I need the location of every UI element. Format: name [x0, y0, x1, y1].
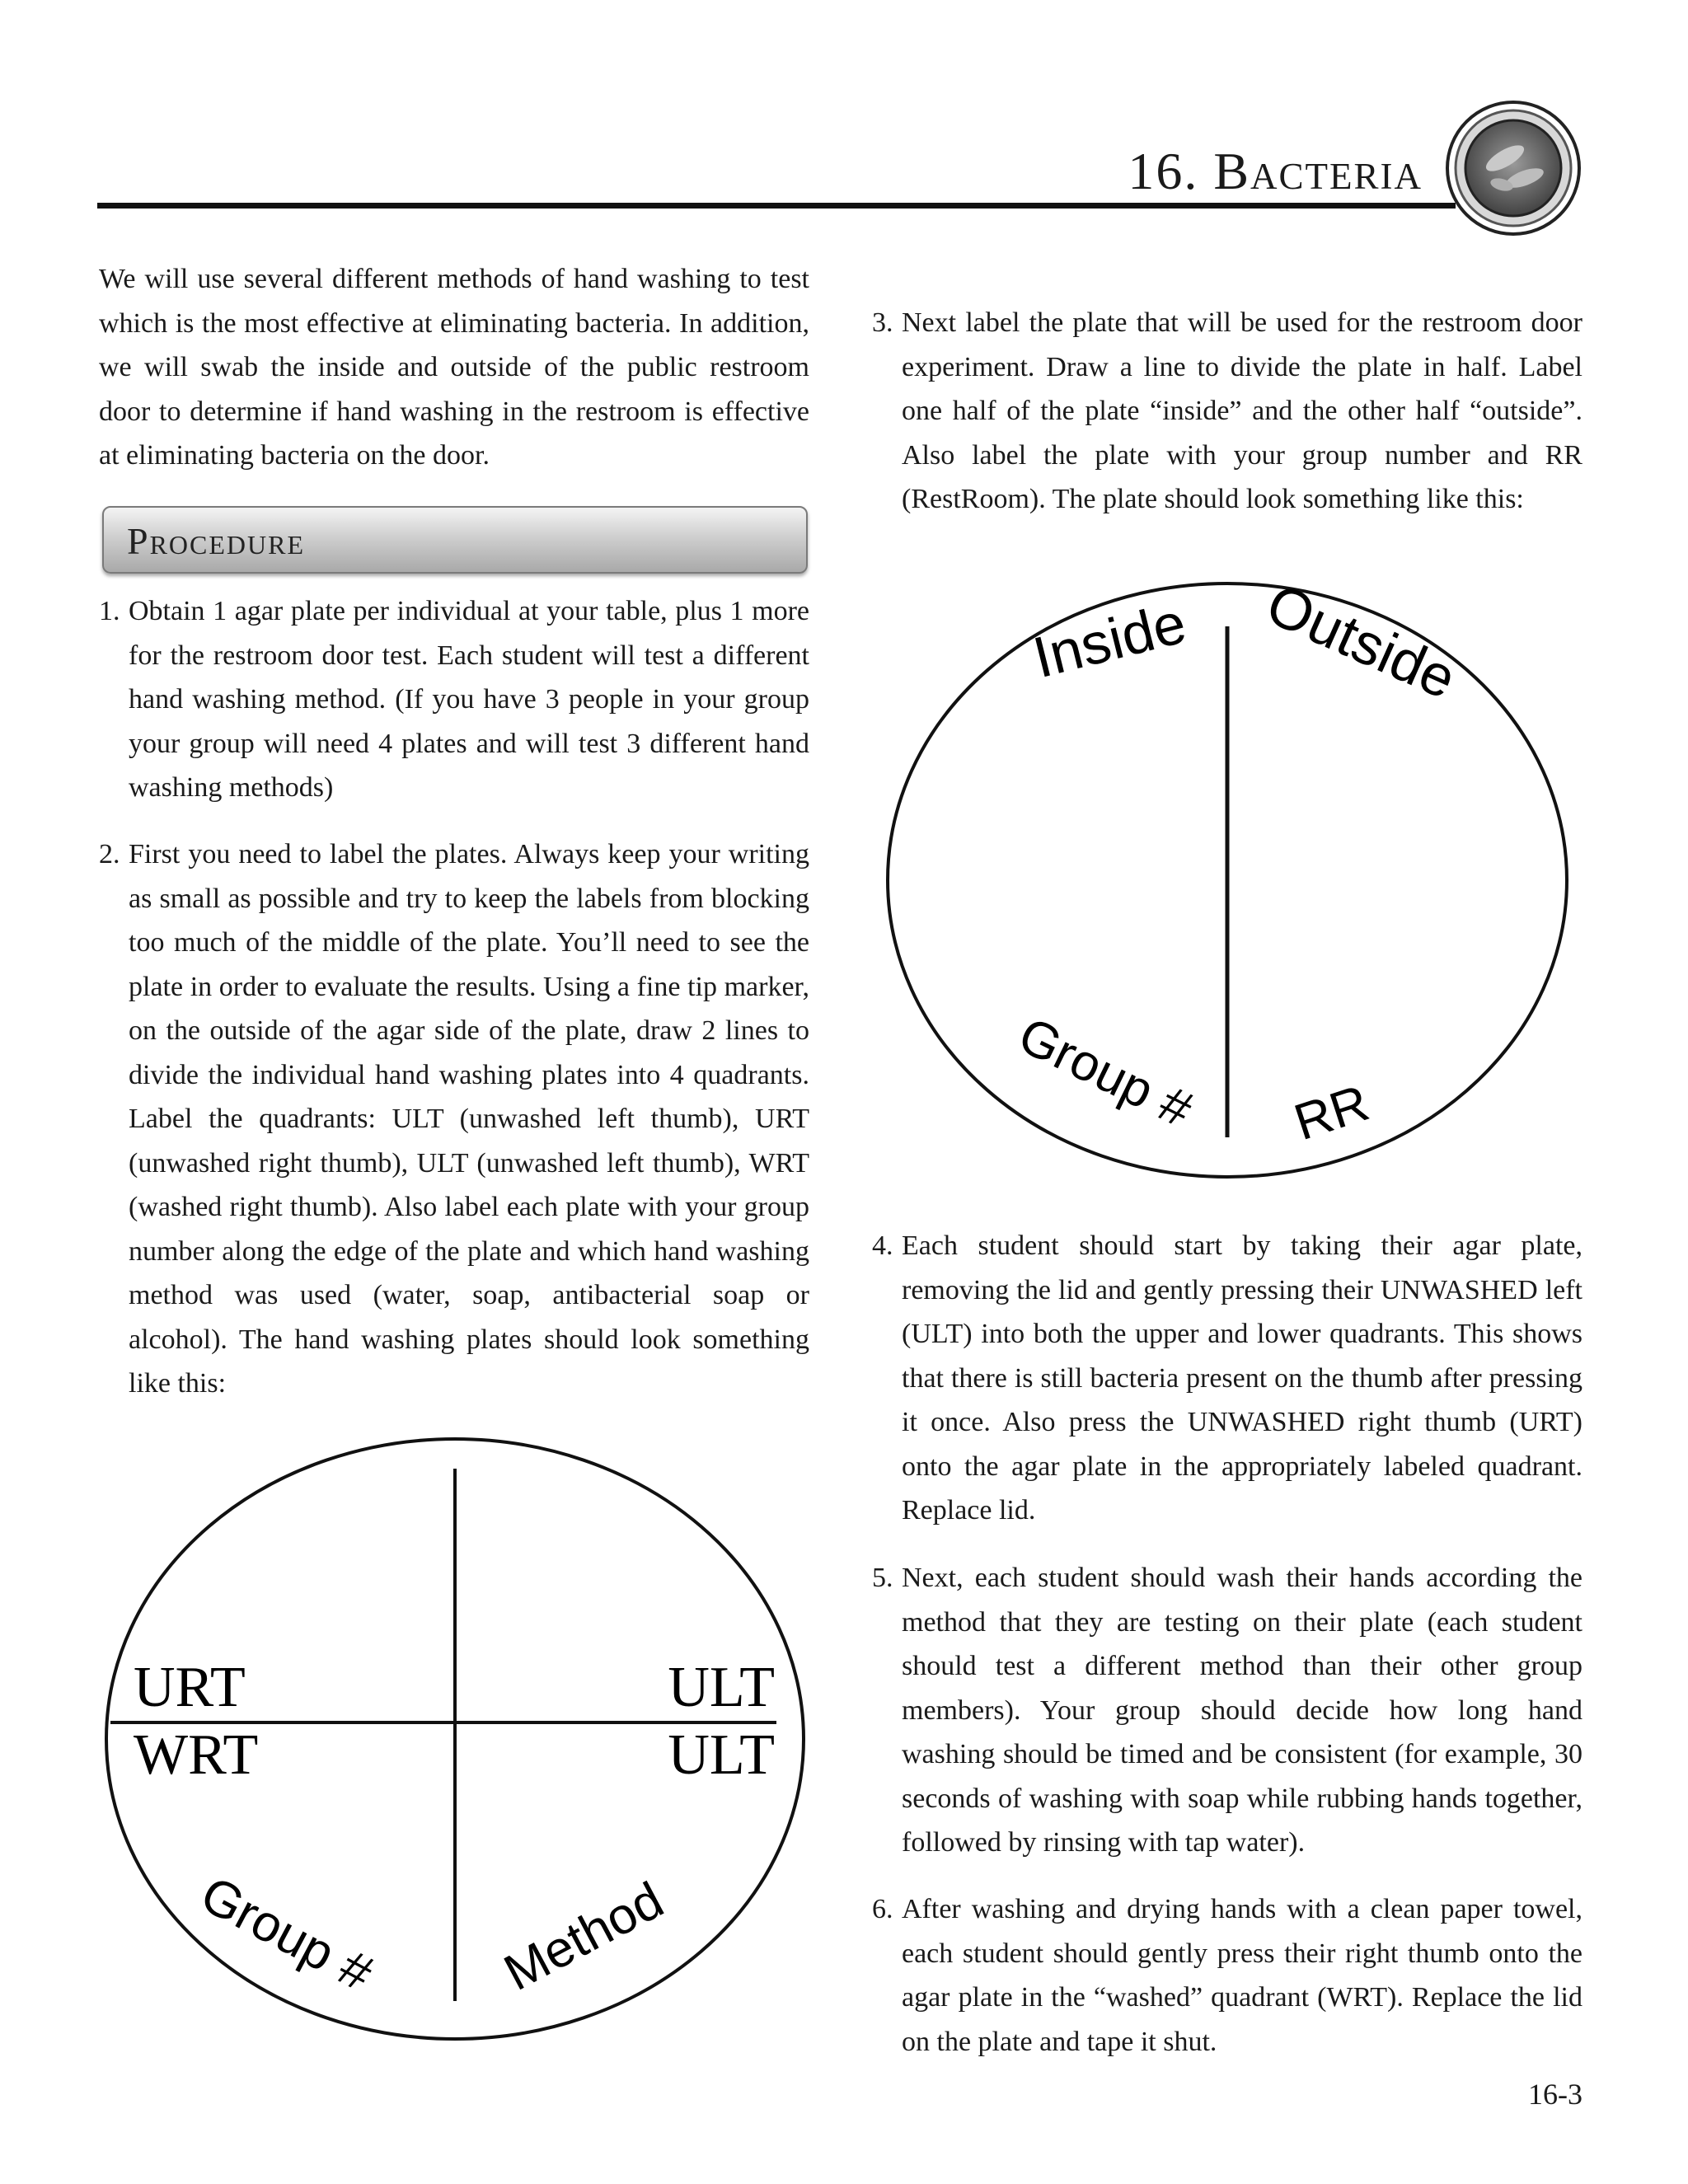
procedure-heading-bar: [102, 506, 808, 574]
label-method: Method: [495, 1871, 673, 2002]
step-number: 6.: [872, 1894, 893, 1924]
step-2: [99, 832, 809, 1406]
header-rule: [97, 203, 1456, 209]
list-item: [872, 301, 1582, 522]
list-item: [99, 589, 809, 810]
step-number: 2.: [99, 839, 120, 869]
intro-paragraph: We will use several different methods of hand washing to test which is the most effective at eliminating bacteria. In addition, we will swab the inside and outside of the public restroom door to determine if hand washing in the restroom is effective at eliminating bacteria on the door.: [99, 264, 809, 471]
list-item: [872, 1224, 1582, 1533]
handwash-plate-diagram: [97, 1426, 809, 2060]
list-item: [872, 1887, 1582, 2064]
bacteria-badge-icon: [1444, 99, 1582, 237]
step-5: [872, 1556, 1582, 1865]
step-text: Each student should start by taking their agar plate, removing the lid and gently pressing their UNWASHED left (ULT) into both the upper and lower quadrants. This shows that there is still bacteria present on the thumb after pressing it once. Also press the UNWASHED right thumb (URT) onto the agar plate in the appropriately labeled quadrant. Replace lid.: [902, 1230, 1582, 1526]
step-text: Obtain 1 agar plate per individual at your table, plus 1 more for the restroom door test. Each student will test a different hand washing method. (If you have 3 people in your group your group will need 4 plates and will test 3 different hand washing methods): [129, 596, 809, 803]
list-item: [99, 832, 809, 1406]
step-6: [872, 1887, 1582, 2064]
label-rr: RR: [1287, 1074, 1376, 1152]
list-item: [872, 1556, 1582, 1865]
chapter-title: 16. Bacteria: [1128, 142, 1423, 200]
step-text: First you need to label the plates. Always keep your writing as small as possible and try to keep the labels from blocking too much of the middle of the plate. You’ll need to see the plate in order to evaluate the results. Using a fine tip marker, on the outside of the agar side of the plate, draw 2 lines to divide the individual hand washing plates into 4 quadrants. Label the quadrants: ULT (unwashed left thumb), URT (unwashed right thumb), ULT (unwashed left thumb), WRT (washed right thumb). Also label each plate with your group number along the edge of the plate and which hand washing method was used (water, soap, antibacterial soap or alcohol). The hand washing plates should look something like this:: [129, 839, 809, 1399]
step-text: After washing and drying hands with a clean paper towel, each student should gently press their right thumb onto the agar plate in the “washed” quadrant (WRT). Replace the lid on the plate and tape it shut.: [902, 1894, 1582, 2057]
step-3: [872, 301, 1582, 522]
label-group-number: Group #: [191, 1865, 382, 2003]
procedure-title: Procedure: [127, 520, 306, 562]
step-number: 1.: [99, 596, 120, 626]
label-ult-lower: ULT: [668, 1723, 775, 1787]
label-inside: Inside: [1027, 590, 1193, 691]
label-outside: Outside: [1257, 571, 1465, 711]
step-text: Next label the plate that will be used for the restroom door experiment. Draw a line to divide the plate in half. Label one half of the plate “inside” and the other half “outside”. Also label the plate with your group number and RR (RestRoom). The plate should look something like this:: [902, 307, 1582, 514]
intro-section: [99, 257, 809, 478]
restroom-plate-diagram: [875, 569, 1576, 1195]
label-wrt: WRT: [134, 1723, 259, 1787]
step-number: 5.: [872, 1563, 893, 1593]
step-text: Next, each student should wash their hands according the method that they are testing on their plate (each student should test a different method than their other group members). Your group should decide how long hand washing should be timed and be consistent (for example, 30 seconds of washing with soap while rubbing hands together, followed by rinsing with tap water).: [902, 1563, 1582, 1858]
step-1: [99, 589, 809, 810]
label-ult-upper: ULT: [668, 1656, 775, 1719]
step-4: [872, 1224, 1582, 1533]
step-number: 4.: [872, 1230, 893, 1261]
label-urt: URT: [134, 1656, 246, 1719]
page-number: 16-3: [1528, 2078, 1582, 2111]
step-number: 3.: [872, 307, 893, 338]
label-group-number: Group #: [1010, 1006, 1201, 1139]
